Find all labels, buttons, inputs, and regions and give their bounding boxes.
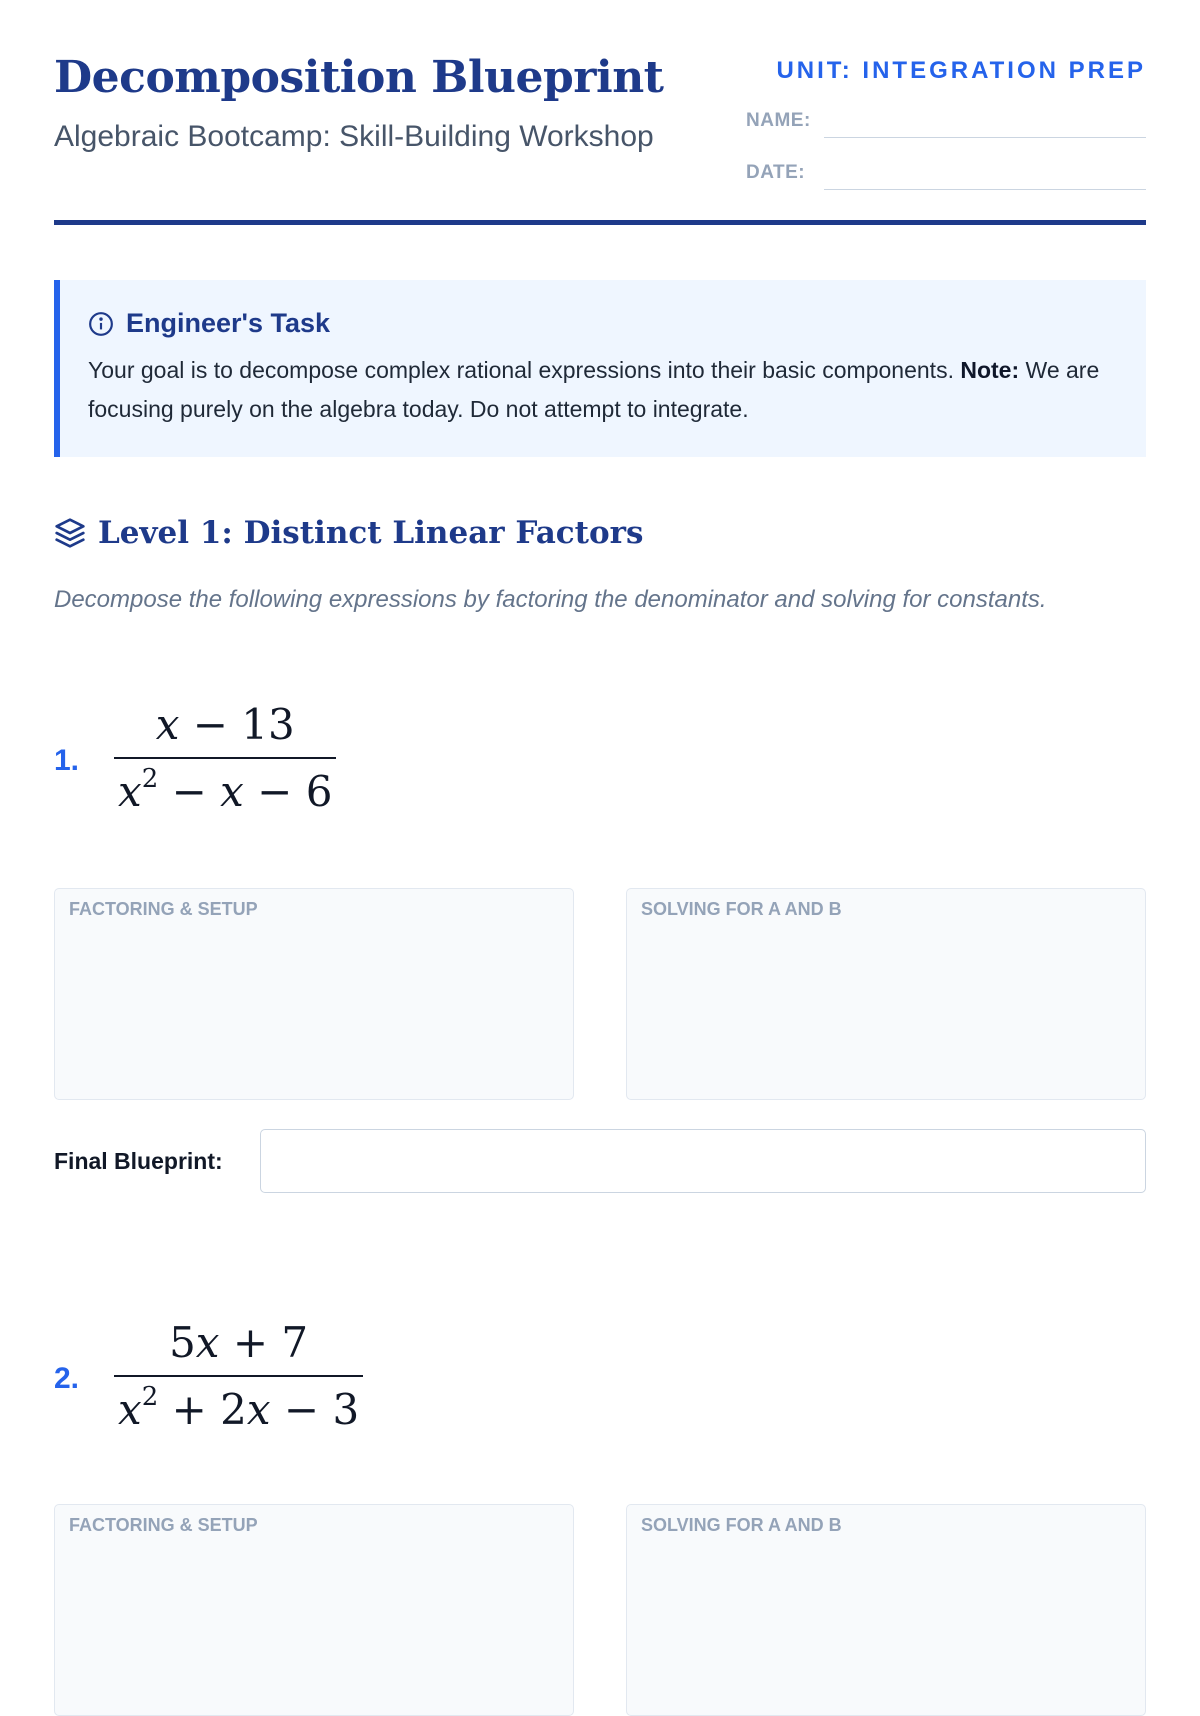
task-text-before: Your goal is to decompose complex rational expressions into their basic components. [88,357,961,383]
page-subtitle: Algebraic Bootcamp: Skill-Building Workshop [54,120,654,153]
solving-label: SOLVING FOR A AND B [641,1515,842,1535]
factoring-setup-area[interactable] [54,888,574,1100]
final-blueprint-input[interactable] [260,1129,1146,1193]
name-field[interactable] [746,108,1146,138]
date-label: DATE: [746,162,806,183]
denominator: $x^2 + 2x - 3$ [118,1382,360,1434]
solving-area[interactable] [626,888,1146,1100]
problem-number: 1. [54,744,80,777]
problem-number: 2. [54,1362,80,1395]
task-text [88,351,1112,429]
engineers-task-box [54,280,1146,457]
level-1-title: Level 1: Distinct Linear Factors [98,515,644,551]
date-line[interactable] [824,159,1146,190]
page-title: Decomposition Blueprint [54,52,664,103]
date-field[interactable] [746,160,1146,190]
level-1-instructions: Decompose the following expressions by factoring the denominator and solving for constants. [54,586,1047,613]
factoring-setup-label: FACTORING & SETUP [69,899,258,919]
factoring-setup-label: FACTORING & SETUP [69,1515,258,1535]
task-text-after: We are focusing purely on the algebra today. Do not attempt to integrate. [88,357,1100,422]
name-line[interactable] [824,107,1146,138]
task-title: Engineer's Task [126,308,331,338]
header-divider [54,220,1146,225]
numerator: 5x + 7 [169,1318,309,1367]
problem-2-expression [114,1318,363,1434]
final-blueprint-label: Final Blueprint: [54,1147,223,1174]
denominator: $x^2 - x - 6$ [118,764,333,816]
numerator: x − 13 [155,700,295,749]
solving-area[interactable] [626,1504,1146,1716]
worksheet-page [54,0,1146,1600]
unit-label: UNIT: INTEGRATION PREP [776,57,1146,84]
problem-1-expression [114,700,336,816]
task-note-label: Note: [960,357,1020,383]
name-label: NAME: [746,110,811,131]
info-icon [88,311,114,337]
layers-icon [54,517,86,549]
solving-label: SOLVING FOR A AND B [641,899,842,919]
final-blueprint-row [54,1128,1146,1194]
level-1-heading [54,515,643,551]
factoring-setup-area[interactable] [54,1504,574,1716]
